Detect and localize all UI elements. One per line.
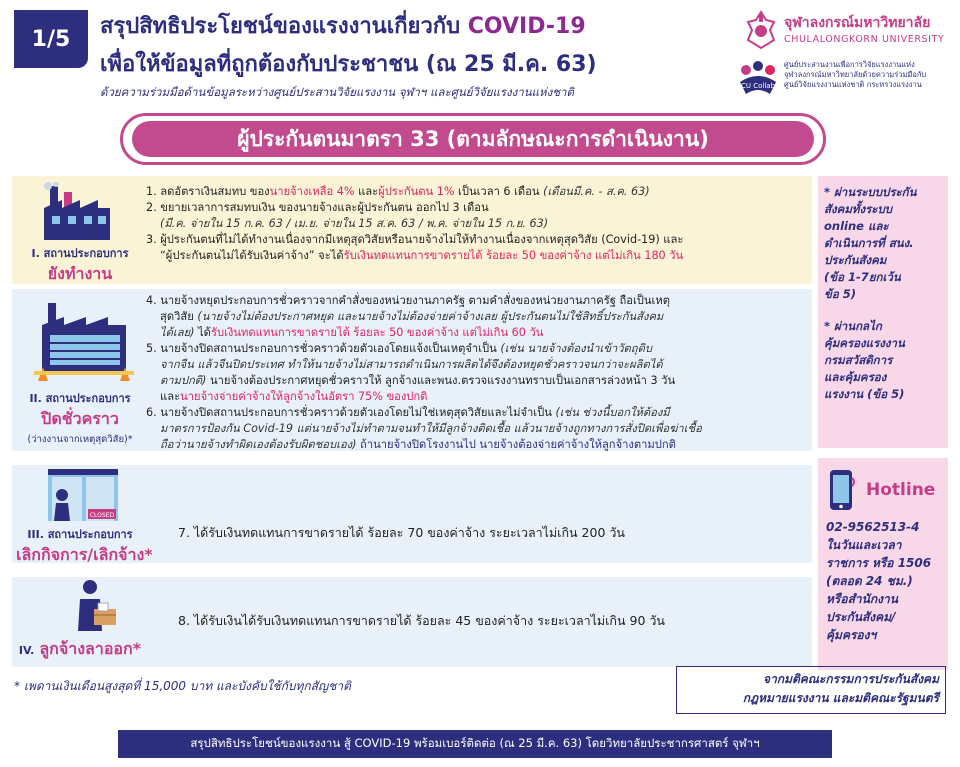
benefit-item-5-result: และนายจ้างจ่ายค่าจ้างให้ลูกจ้างในอัตรา 75% ของปกติ (160, 390, 428, 403)
benefit-item-5: 5. นายจ้างปิดสถานประกอบการชั่วคราวด้วยตัวเองโดยแจ้งเป็นเหตุจำเป็น (เช่น นายจ้างต้องนำเข้าวัตถุดิบ (146, 342, 652, 355)
category-label-2: II. สถานประกอบการ ปิดชั่วคราว (ว่างงานจากเหตุสุดวิสัย)* (27, 392, 133, 445)
section-title: ผู้ประกันตนมาตรา 33 (ตามลักษณะการดำเนินงาน) (132, 121, 814, 157)
page-title-line1: สรุปสิทธิประโยชน์ของแรงงานเกี่ยวกับ COVID-19 (100, 14, 586, 39)
benefit-item-1: 1. ลดอัตราเงินสมทบ ของนายจ้างเหลือ 4% และผู้ประกันตน 1% เป็นเวลา 6 เดือน (เดือนมี.ค. - ส.ค. 63) (146, 185, 650, 198)
benefit-item-2-detail: (มี.ค. จ่ายใน 15 ก.ค. 63 / เม.ย. จ่ายใน 15 ส.ค. 63 / พ.ค. จ่ายใน 15 ก.ย. 63) (160, 217, 549, 230)
channel-note-2: * ผ่านกลไก คุ้มครองแรงงาน กรมสวัสดิการ และคุ้มครอง แรงงาน (ข้อ 5) (824, 319, 905, 401)
category-label-4: IV. ลูกจ้างลาออก* (18, 639, 142, 658)
channel-notes (818, 176, 948, 448)
benefit-item-4-cont: สุดวิสัย (นายจ้างไม่ต้องประกาศหยุด และนายจ้างไม่ต้องจ่ายค่าจ้างเลย ผู้ประกันตนไม่ใช้สิทธิ์ประกันสังคม (160, 310, 664, 323)
factory-closed-icon (34, 303, 134, 381)
category-label-1: I. สถานประกอบการ ยังทำงาน (31, 247, 129, 283)
benefit-items-4-6 (146, 293, 814, 453)
center-badge-text: CU Collab (740, 82, 776, 90)
hotline-number: 02-9562513-4 (826, 520, 920, 534)
closed-sign-text: CLOSED (89, 512, 115, 519)
benefit-item-7: 7. ได้รับเงินทดแทนการขาดรายได้ ร้อยละ 70 ของค่าจ้าง ระยะเวลาไม่เกิน 200 วัน (178, 525, 625, 540)
page-title-line2: เพื่อให้ข้อมูลที่ถูกต้องกับประชาชน (ณ 25 มี.ค. 63) (100, 52, 597, 77)
smartphone-icon (826, 468, 858, 512)
university-name-en: CHULALONGKORN UNIVERSITY (784, 34, 945, 45)
category-box-2 (12, 289, 812, 451)
closed-shop-icon (48, 469, 118, 521)
benefit-item-2: 2. ขยายเวลาการสมทบเงิน ของนายจ้างและผู้ประกันตน ออกไป 3 เดือน (146, 201, 489, 214)
hotline-details: 02-9562513-4 ในวันและเวลา ราชการ หรือ 1506 (ตลอด 24 ชม.) หรือสำนักงาน ประกันสังคม/ คุ้มครองฯ (826, 518, 946, 644)
benefit-item-6-result: ถือว่านายจ้างทำผิดเองต้องรับผิดชอบเอง) ถ้านายจ้างปิดโรงงานไป นายจ้างต้องจ่ายค่าจ้างให้ลูกจ้างตามปกติ (160, 438, 676, 451)
channel-note-1: * ผ่านระบบประกัน สังคมทั้งระบบ online และ ดำเนินการที่ สนง. ประกันสังคม (ข้อ 1-7ยกเว้น ข้อ 5) (824, 185, 917, 301)
benefit-item-6: 6. นายจ้างปิดสถานประกอบการชั่วคราวด้วยตัวเองโดยไม่ใช่เหตุสุดวิสัยและไม่จำเป็น (เช่น ช่วงนี้บอกให้ต้องมี (146, 406, 670, 419)
category-box-4 (12, 577, 812, 667)
benefit-item-5-cont: ตามปกติ) นายจ้างต้องประกาศหยุดชั่วคราวให้ ลูกจ้างและพนง.ตรวจแรงงานทราบเป็นเอกสารล่วงหน้า 3 วัน (160, 374, 676, 387)
benefit-item-3: 3. ผู้ประกันตนที่ไม่ได้ทำงานเนื่องจากมีเหตุสุดวิสัยหรือนายจ้างไม่ให้ทำงานเนื่องจากเหตุสุดวิสัย (Covid-19) และ (146, 233, 684, 246)
research-center-name: ศูนย์ประสานงานเพื่อการวิจัยแรงงานแห่ง จุฬาลงกรณ์มหาวิทยาลัยด้วยความร่วมมือกับ ศูนย์วิจัยแรงงานแห่งชาติ กระทรวงแรงงาน (784, 60, 927, 89)
benefit-item-6-example: มาตรการป้องกัน Covid-19 แต่นายจ้างไม่ทำตามจนทำให้มีลูกจ้างติดเชื้อ แล้วนายจ้างถูกทางการสั่งปิดเพื่อฆ่าเชื้อ (160, 422, 702, 435)
hotline-box (818, 458, 948, 670)
section-banner (120, 113, 826, 165)
footer-bar: สรุปสิทธิประโยชน์ของแรงงาน สู้ COVID-19 พร้อมเบอร์ติดต่อ (ณ 25 มี.ค. 63) โดยวิทยาลัยประชากรศาสตร์ จุฬาฯ (118, 730, 832, 758)
benefit-item-8: 8. ได้รับเงินได้รับเงินทดแทนการขาดรายได้ ร้อยละ 45 ของค่าจ้าง ระยะเวลาไม่เกิน 90 วัน (178, 613, 665, 628)
benefit-item-4-result: ได้เลย) ได้รับเงินทดแทนการขาดรายได้ ร้อยละ 50 ของค่าจ้าง แต่ไม่เกิน 60 วัน (160, 326, 544, 339)
university-seal-icon (744, 10, 778, 50)
benefit-items-1-3 (146, 184, 808, 264)
benefit-item-3-cont: “ผู้ประกันตนไม่ได้รับเงินค่าจ้าง” จะได้รับเงินทดแทนการขาดรายได้ ร้อยละ 50 ของค่าจ้าง แต่ไม่เกิน 180 วัน (160, 249, 684, 262)
benefit-item-4: 4. นายจ้างหยุดประกอบการชั่วคราวจากคำสั่งของหน่วยงานภาครัฐ ตามคำสั่งของหน่วยงานภาครัฐ ถือเป็นเหตุ (146, 294, 671, 307)
hotline-label: Hotline (866, 480, 936, 500)
page-indicator: 1/5 (14, 10, 88, 68)
research-center-logo-icon (736, 60, 780, 98)
category-box-3 (12, 465, 812, 563)
resigning-worker-icon (70, 579, 118, 631)
factory-working-icon (42, 182, 112, 240)
university-logo (744, 10, 944, 56)
benefit-item-5-example: จากจีน แล้วจีนปิดประเทศ ทำให้นายจ้างไม่สามารถดำเนินการผลิตได้จึงต้องหยุดชั่วคราวจนกว่าจะผลิตได้ (160, 358, 663, 371)
university-name-th: จุฬาลงกรณ์มหาวิทยาลัย (784, 15, 931, 31)
salary-cap-footnote: * เพดานเงินเดือนสูงสุดที่ 15,000 บาท และบังคับใช้กับทุกสัญชาติ (14, 679, 351, 693)
category-label-3: III. สถานประกอบการ เลิกกิจการ/เลิกจ้าง* (16, 528, 153, 564)
category-box-1 (12, 176, 812, 284)
source-box: จากมติคณะกรรมการประกันสังคม กฎหมายแรงงาน และมติคณะรัฐมนตรี (676, 666, 946, 714)
page-subtitle: ด้วยความร่วมมือด้านข้อมูลระหว่างศูนย์ประสานวิจัยแรงงาน จุฬาฯ และศูนย์วิจัยแรงงานแห่งชาติ (100, 85, 574, 99)
